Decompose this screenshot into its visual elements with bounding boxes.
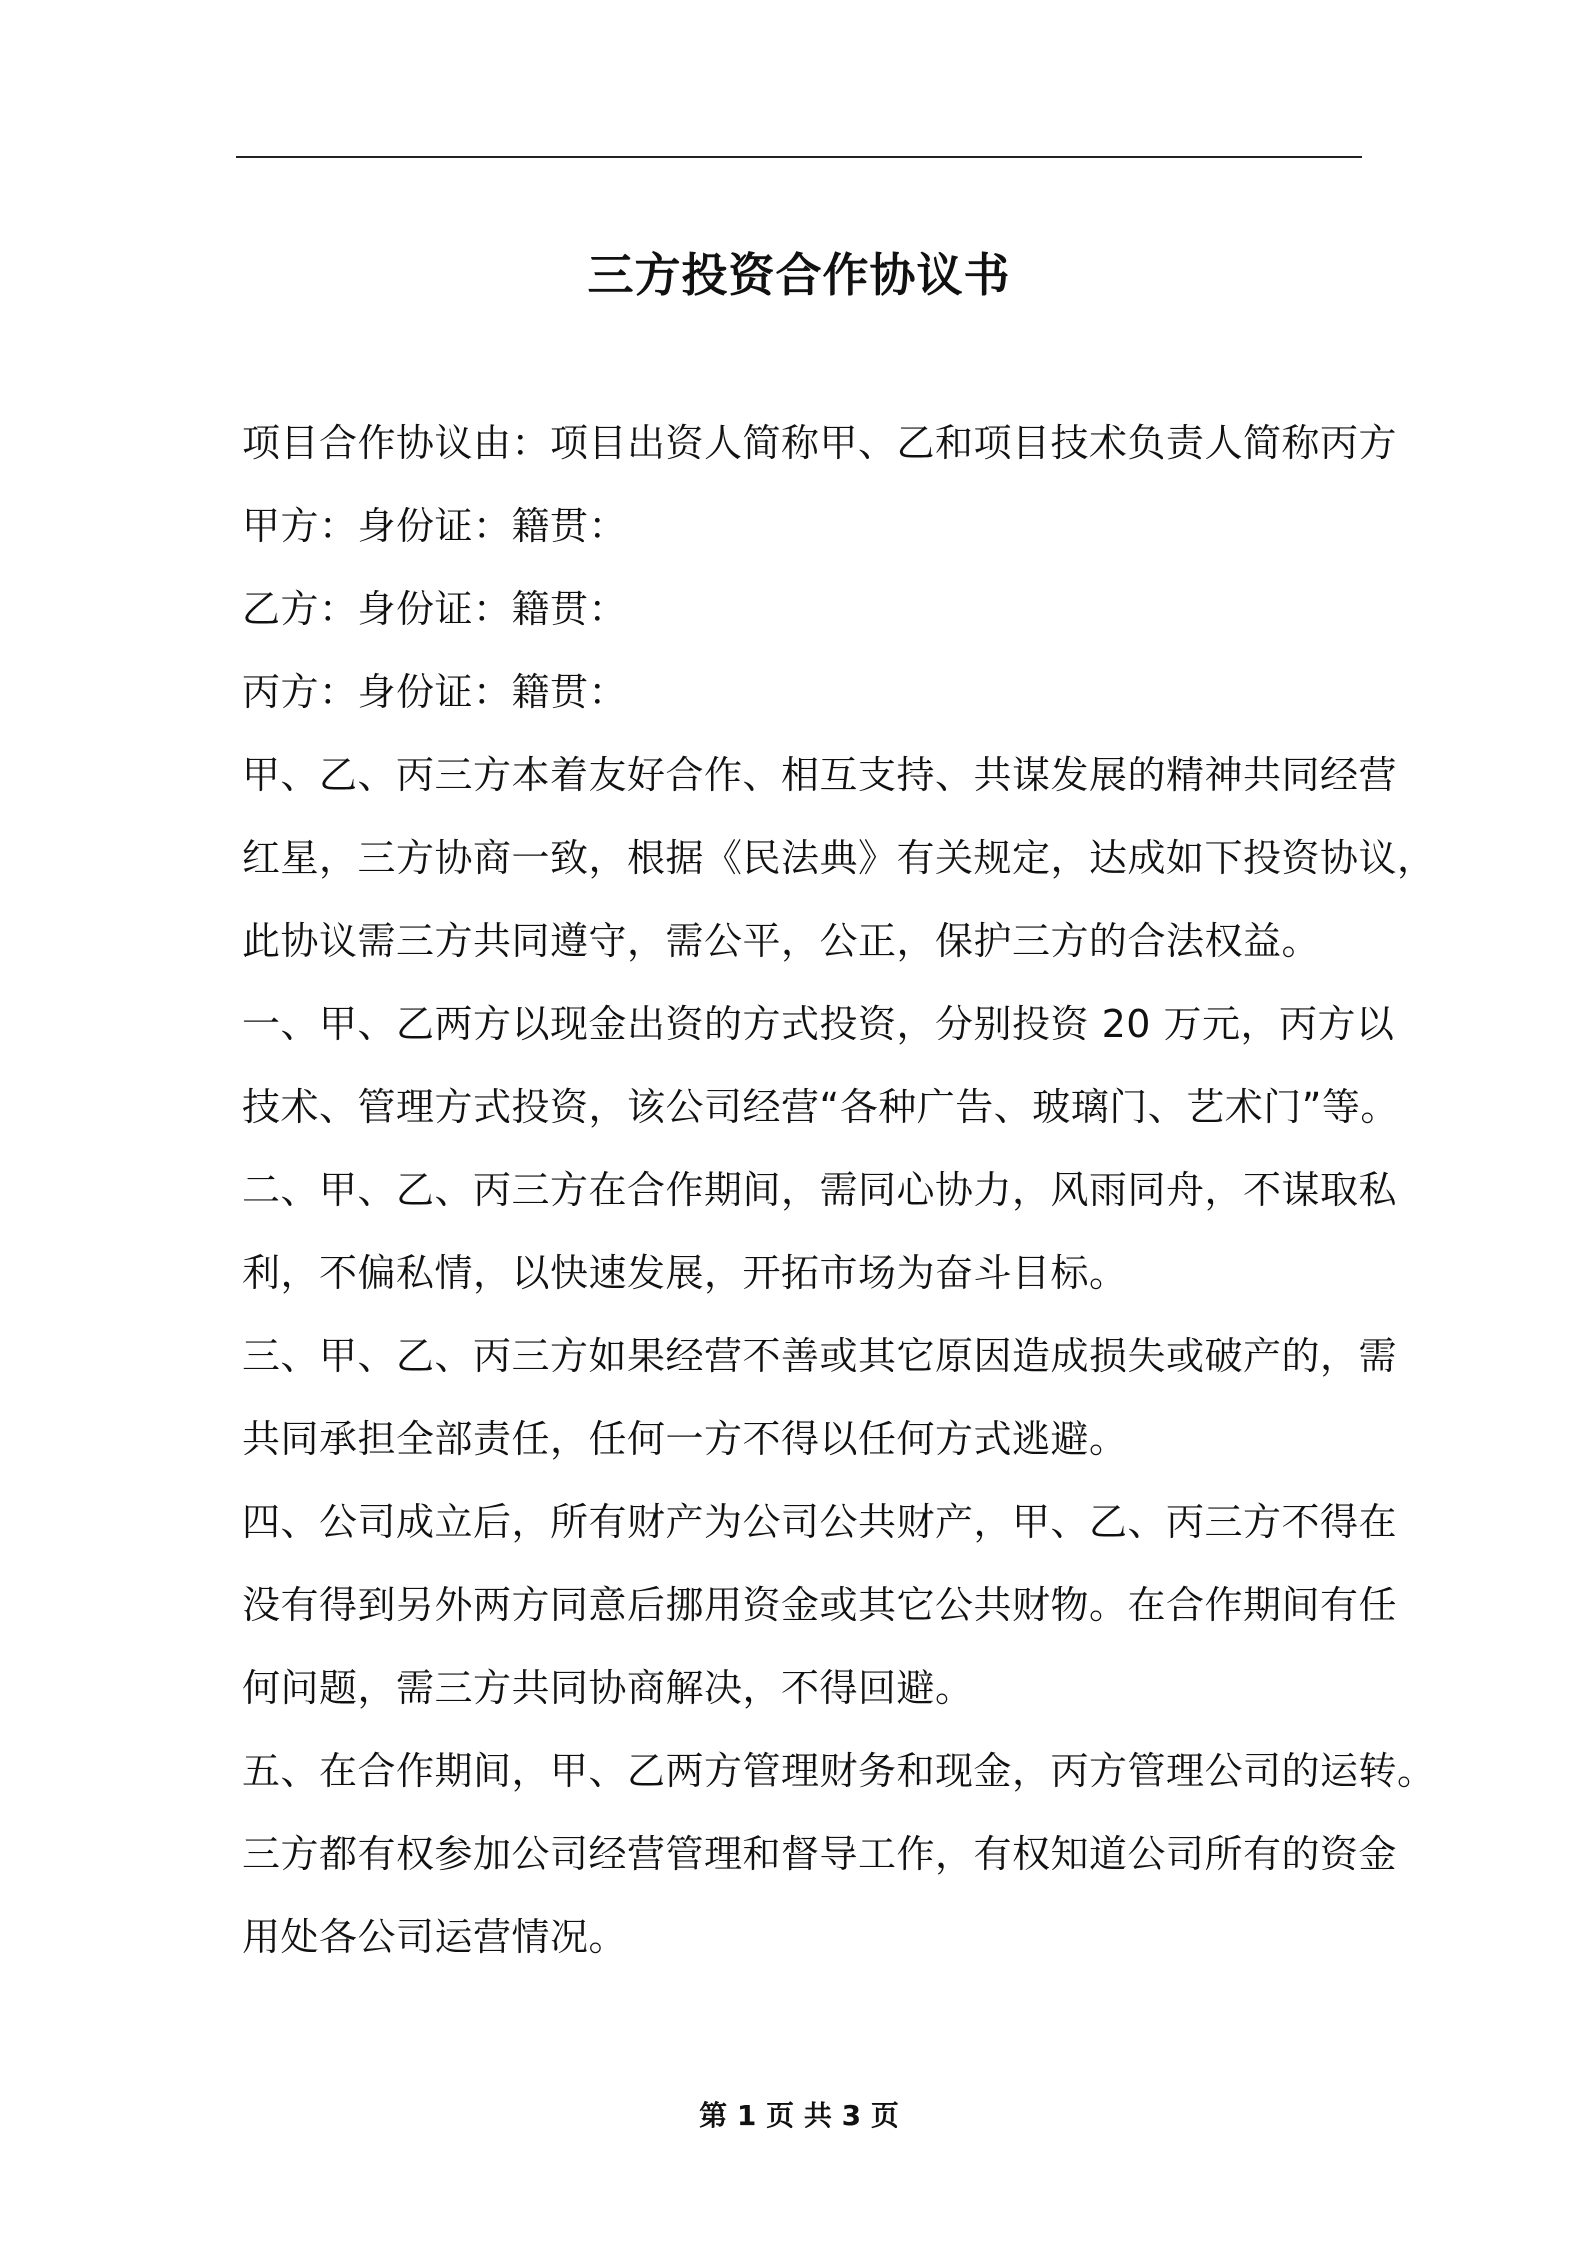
text-line: 二、甲、乙、丙三方在合作期间，需同心协力，风雨同舟，不谋取私 [242, 1168, 1398, 1212]
header-rule [236, 156, 1362, 158]
text-line: 五、在合作期间，甲、乙两方管理财务和现金，丙方管理公司的运转。 [242, 1749, 1436, 1793]
text-line: 没有得到另外两方同意后挪用资金或其它公共财物。在合作期间有任 [242, 1583, 1398, 1627]
text-line: 项目合作协议由：项目出资人简称甲、乙和项目技术负责人简称丙方 [242, 421, 1398, 465]
text-line: 三方都有权参加公司经营管理和督导工作，有权知道公司所有的资金 [242, 1832, 1398, 1876]
text-line: 甲、乙、丙三方本着友好合作、相互支持、共谋发展的精神共同经营 [242, 753, 1398, 797]
text-line: 三、甲、乙、丙三方如果经营不善或其它原因造成损失或破产的，需 [242, 1334, 1398, 1378]
text-line: 技术、管理方式投资，该公司经营“各种广告、玻璃门、艺术门”等。 [242, 1085, 1399, 1129]
document-body [242, 402, 1436, 1979]
text-line: 四、公司成立后，所有财产为公司公共财产，甲、乙、丙三方不得在 [242, 1500, 1398, 1544]
text-line: 乙方：身份证：籍贯： [242, 587, 628, 631]
page-number: 第 1 页 共 3 页 [699, 2099, 899, 2132]
text-line: 此协议需三方共同遵守，需公平，公正，保护三方的合法权益。 [242, 919, 1321, 963]
text-line: 甲方：身份证：籍贯： [242, 504, 628, 548]
text-line: 何问题，需三方共同协商解决，不得回避。 [242, 1666, 974, 1710]
text-line: 一、甲、乙两方以现金出资的方式投资，分别投资 20 万元，丙方以 [242, 1002, 1395, 1046]
text-line: 红星，三方协商一致，根据《民法典》有关规定，达成如下投资协议， [242, 836, 1436, 880]
text-line: 共同承担全部责任，任何一方不得以任何方式逃避。 [242, 1417, 1128, 1461]
text-line: 利，不偏私情，以快速发展，开拓市场为奋斗目标。 [242, 1251, 1128, 1295]
document-title: 三方投资合作协议书 [587, 247, 1011, 302]
text-line: 丙方：身份证：籍贯： [242, 670, 628, 714]
text-line: 用处各公司运营情况。 [242, 1915, 628, 1959]
